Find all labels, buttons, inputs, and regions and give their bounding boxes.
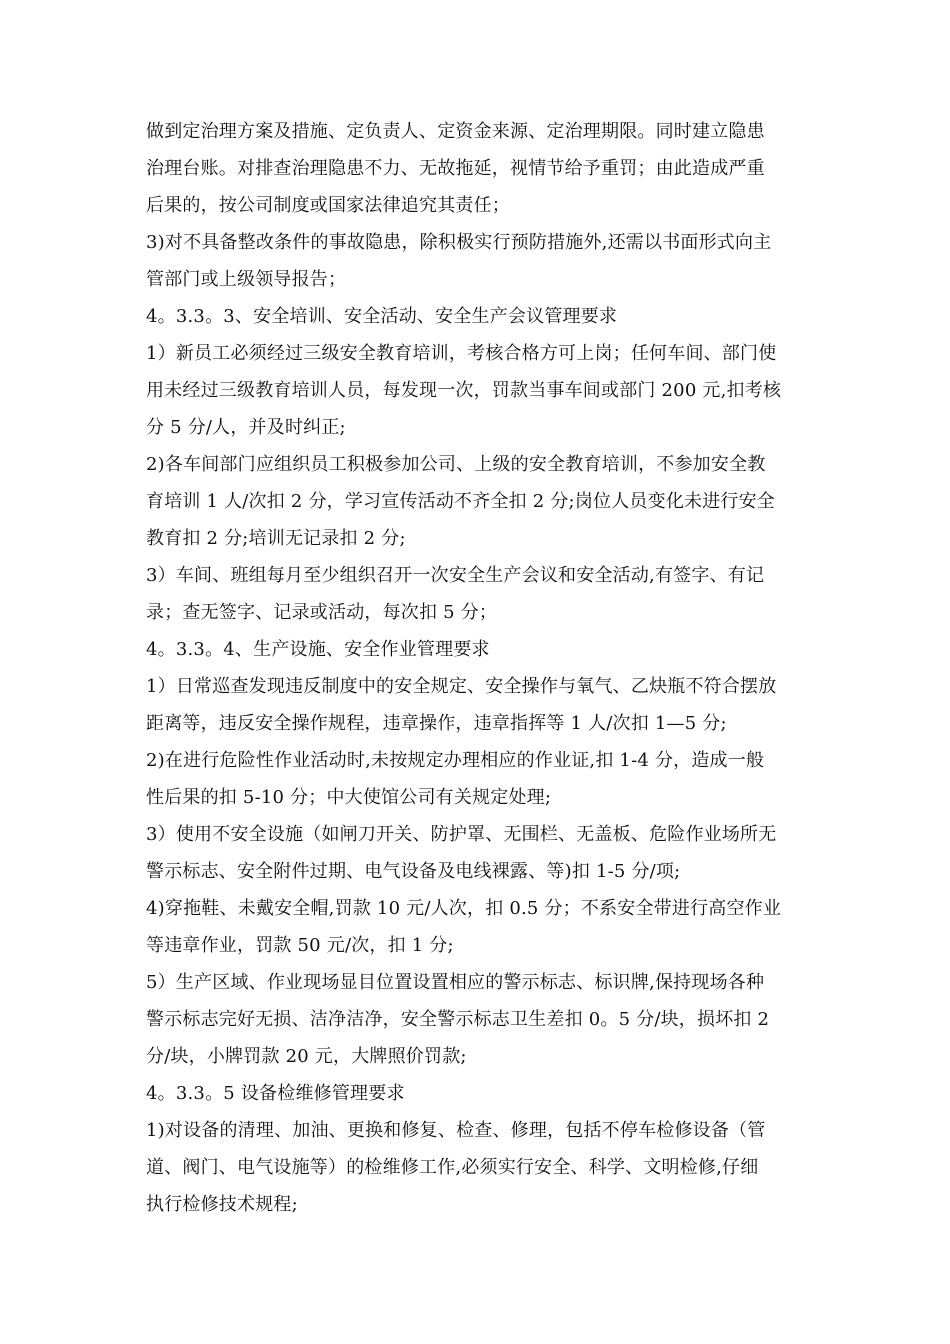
text-line: 5）生产区域、作业现场显目位置设置相应的警示标志、标识牌,保持现场各种 — [146, 972, 765, 993]
text-line: 育培训 1 人/次扣 2 分，学习宣传活动不齐全扣 2 分;岗位人员变化未进行安全 — [146, 491, 776, 512]
text-line: 警示标志完好无损、洁净洁净，安全警示标志卫生差扣 0。5 分/块，损坏扣 2 — [146, 1009, 770, 1030]
text-line: 分 5 分/人，并及时纠正; — [146, 417, 346, 438]
text-line: 分/块，小牌罚款 20 元，大牌照价罚款; — [146, 1046, 467, 1067]
document-body — [146, 113, 814, 1223]
text-line: 1）日常巡查发现违反制度中的安全规定、安全操作与氧气、乙炔瓶不符合摆放 — [146, 676, 777, 697]
text-line: 1)对设备的清理、加油、更换和修复、检查、修理，包括不停车检修设备（管 — [146, 1120, 766, 1141]
text-line: 性后果的扣 5-10 分；中大使馆公司有关规定处理; — [146, 787, 552, 808]
text-line: 管部门或上级领导报告； — [146, 269, 347, 290]
text-line: 距离等，违反安全操作规程，违章操作，违章指挥等 1 人/次扣 1—5 分; — [146, 713, 727, 734]
text-line: 后果的，按公司制度或国家法律追究其责任； — [146, 195, 510, 216]
text-line: 2)在进行危险性作业活动时,未按规定办理相应的作业证,扣 1-4 分，造成一般 — [146, 750, 765, 771]
text-line: 警示标志、安全附件过期、电气设备及电线裸露、等)扣 1-5 分/项; — [146, 861, 681, 882]
text-line: 2)各车间部门应组织员工积极参加公司、上级的安全教育培训，不参加安全教 — [146, 454, 766, 475]
section-heading: 4。3.3。4、生产设施、安全作业管理要求 — [146, 639, 490, 660]
text-line: 3)对不具备整改条件的事故隐患，除积极实行预防措施外,还需以书面形式向主 — [146, 232, 772, 253]
text-line: 治理台账。对排查治理隐患不力、无故拖延，视情节给予重罚；由此造成严重 — [146, 158, 765, 179]
text-line: 道、阀门、电气设施等）的检维修工作,必须实行安全、科学、文明检修,仔细 — [146, 1157, 759, 1178]
text-line: 4)穿拖鞋、未戴安全帽,罚款 10 元/人次，扣 0.5 分；不系安全带进行高空作业 — [146, 898, 782, 919]
text-line: 教育扣 2 分;培训无记录扣 2 分; — [146, 528, 406, 549]
text-line: 做到定治理方案及措施、定负责人、定资金来源、定治理期限。同时建立隐患 — [146, 121, 765, 142]
text-line: 执行检修技术规程; — [146, 1194, 298, 1215]
text-line: 录；查无签字、记录或活动，每次扣 5 分； — [146, 602, 498, 623]
text-line: 用未经过三级教育培训人员，每发现一次，罚款当事车间或部门 200 元,扣考核 — [146, 380, 782, 401]
text-line: 等违章作业，罚款 50 元/次，扣 1 分; — [146, 935, 454, 956]
text-line: 3）使用不安全设施（如闸刀开关、防护罩、无围栏、无盖板、危险作业场所无 — [146, 824, 777, 845]
text-line: 1）新员工必须经过三级安全教育培训，考核合格方可上岗；任何车间、部门使 — [146, 343, 777, 364]
text-line: 3）车间、班组每月至少组织召开一次安全生产会议和安全活动,有签字、有记 — [146, 565, 765, 586]
section-heading: 4。3.3。5 设备检维修管理要求 — [146, 1083, 405, 1104]
section-heading: 4。3.3。3、安全培训、安全活动、安全生产会议管理要求 — [146, 306, 618, 327]
